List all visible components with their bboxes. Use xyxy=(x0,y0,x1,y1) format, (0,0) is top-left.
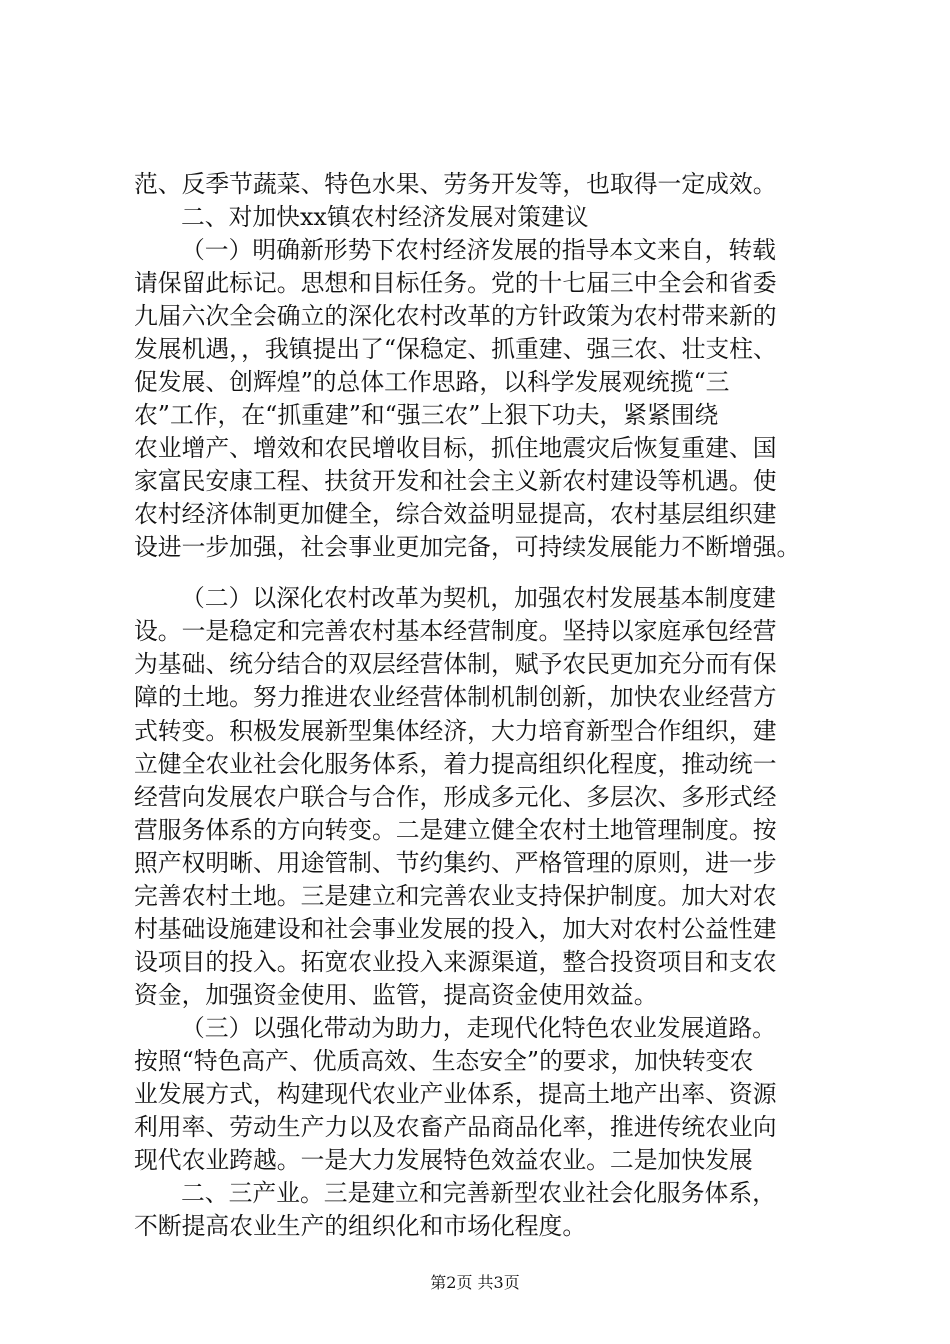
text-line: 家富民安康工程、扶贫开发和社会主义新农村建设等机遇。使 xyxy=(134,467,777,495)
text-line: 农”工作，在“抓重建”和“强三农”上狠下功夫，紧紧围绕 xyxy=(134,401,719,429)
text-line: 村基础设施建设和社会事业发展的投入，加大对农村公益性建 xyxy=(134,915,777,943)
text-line: 营服务体系的方向转变。二是建立健全农村土地管理制度。按 xyxy=(134,816,777,844)
text-line: 按照“特色高产、优质高效、生态安全”的要求，加快转变农 xyxy=(134,1047,754,1075)
text-line: 为基础、统分结合的双层经营体制，赋予农民更加充分而有保 xyxy=(134,650,777,678)
page-footer: 第2页 共3页 xyxy=(430,1273,520,1292)
text-line: （三）以强化带动为助力，走现代化特色农业发展道路。 xyxy=(181,1014,776,1042)
text-line: （一）明确新形势下农村经济发展的指导本文来自，转载 xyxy=(181,236,776,264)
text-line: 促发展、创辉煌”的总体工作思路，以科学发展观统揽“三 xyxy=(134,368,730,396)
text-line: 农村经济体制更加健全，综合效益明显提高，农村基层组织建 xyxy=(134,500,777,528)
text-line: 照产权明晰、用途管制、节约集约、严格管理的原则，进一步 xyxy=(134,849,777,877)
text-line: 设项目的投入。拓宽农业投入来源渠道，整合投资项目和支农 xyxy=(134,948,777,976)
text-line: 业发展方式，构建现代农业产业体系，提高土地产出率、资源 xyxy=(134,1080,777,1108)
text-line: 障的土地。努力推进农业经营体制机制创新，加快农业经营方 xyxy=(134,683,777,711)
text-line: 不断提高农业生产的组织化和市场化程度。 xyxy=(134,1212,587,1240)
text-line: 发展机遇，，我镇提出了“保稳定、抓重建、强三农、壮支柱、 xyxy=(134,335,777,363)
text-line: 二、三产业。三是建立和完善新型农业社会化服务体系， xyxy=(181,1179,776,1207)
text-line: 设进一步加强，社会事业更加完备，可持续发展能力不断增强。 xyxy=(134,533,801,561)
text-line: 九届六次全会确立的深化农村改革的方针政策为农村带来新的 xyxy=(134,302,777,330)
text-line: （二）以深化农村改革为契机，加强农村发展基本制度建 xyxy=(181,584,776,612)
section-heading: 二、对加快xx镇农村经济发展对策建议 xyxy=(181,203,589,231)
text-line: 设。一是稳定和完善农村基本经营制度。坚持以家庭承包经营 xyxy=(134,617,777,645)
text-line: 利用率、劳动生产力以及农畜产品商品化率，推进传统农业向 xyxy=(134,1113,777,1141)
text-line: 立健全农业社会化服务体系，着力提高组织化程度，推动统一 xyxy=(134,750,777,778)
text-line: 请保留此标记。思想和目标任务。党的十七届三中全会和省委 xyxy=(134,269,777,297)
text-line: 式转变。积极发展新型集体经济，大力培育新型合作组织，建 xyxy=(134,717,777,745)
text-line: 农业增产、增效和农民增收目标，抓住地震灾后恢复重建、国 xyxy=(134,434,777,462)
text-line: 经营向发展农户联合与合作，形成多元化、多层次、多形式经 xyxy=(134,783,777,811)
text-line: 资金，加强资金使用、监管，提高资金使用效益。 xyxy=(134,981,658,1009)
text-line: 范、反季节蔬菜、特色水果、劳务开发等，也取得一定成效。 xyxy=(134,170,777,198)
text-line: 现代农业跨越。一是大力发展特色效益农业。二是加快发展 xyxy=(134,1146,753,1174)
text-line: 完善农村土地。三是建立和完善农业支持保护制度。加大对农 xyxy=(134,882,777,910)
